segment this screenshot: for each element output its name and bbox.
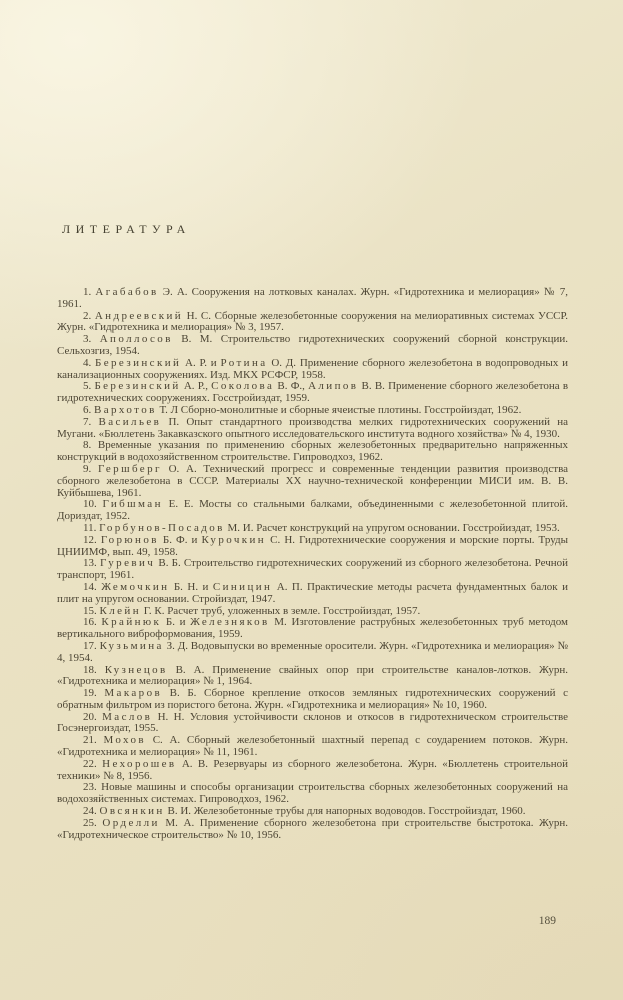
section-heading: ЛИТЕРАТУРА — [62, 222, 191, 236]
author-name: Курочкин — [201, 533, 267, 546]
reference-text: В. М. Строительство гидротехнических сооружений сборной конструкции. Сельхозгиз, 1954. — [57, 333, 568, 357]
author-name: Кузнецов — [104, 663, 168, 676]
reference-text: 9. — [83, 462, 98, 475]
reference-text: 25. — [83, 816, 103, 829]
reference-text: Н. С. Сборные железобетонные сооружения на мелиоративных системах УССР. Журн. «Гидротехника и мелиорация» № 3, 1957. — [57, 309, 568, 334]
reference-text: А. Р., — [180, 380, 212, 393]
reference-text: 16. — [83, 616, 102, 629]
reference-text: В. А. Применение свайных опор при строительстве каналов-лотков. Журн. «Гидротехника и мелиорация» № 1, 1964. — [57, 663, 569, 688]
reference-text: 5. — [83, 380, 95, 393]
author-name: Кузьмина — [99, 639, 164, 652]
reference-text: 19. — [83, 687, 105, 700]
reference-entry — [57, 311, 568, 335]
reference-text: 15. — [83, 604, 100, 617]
author-name: Гибшман — [102, 498, 163, 511]
reference-text: 8. Временные указания по применению сборных железобетонных предварительно напряженных конструкций в водохозяйственном строительстве. Гипроводхоз, 1962. — [57, 439, 568, 464]
reference-text: 24. — [83, 805, 100, 818]
author-name: Алипов — [308, 380, 359, 393]
reference-entry — [57, 464, 568, 499]
author-name: Овсянкин — [99, 805, 165, 818]
reference-text: В. И. Железобетонные трубы для напорных водоводов. Госстройиздат, 1960. — [164, 805, 526, 818]
author-name: Горбунов-Посадов — [99, 521, 225, 534]
reference-entry — [57, 759, 568, 783]
reference-text: 21. — [83, 734, 104, 747]
reference-text: Б. и — [161, 616, 191, 629]
author-name: Маслов — [102, 710, 153, 723]
reference-entry — [57, 665, 568, 689]
reference-entry — [57, 818, 568, 842]
reference-text: 23. Новые машины и способы организации строительства сборных железобетонных сооружений на водохозяйственных системах. Гипроводхоз, 1962. — [57, 781, 568, 806]
author-name: Ротина — [220, 356, 268, 369]
author-name: Васильев — [98, 415, 162, 428]
references-list — [57, 287, 568, 841]
author-name: Мохов — [103, 734, 146, 747]
reference-entry — [57, 499, 568, 523]
page-number: 189 — [538, 915, 556, 927]
reference-entry — [57, 641, 568, 665]
reference-text: А. П. Практические методы расчета фундаментных балок и плит на упругом основании. Стройиздат, 1947. — [57, 580, 568, 605]
reference-text: Т. Л Сборно-монолитные и сборные ячеистые плотины. Госстройиздат, 1962. — [156, 403, 522, 416]
reference-text: О. Д. Применение сборного железобетона в водопроводных и канализационных сооружениях. Изд. МКХ РСФСР, 1958. — [57, 356, 568, 381]
reference-text: 4. — [83, 356, 96, 369]
author-name: Синицин — [212, 580, 273, 593]
reference-entry — [57, 287, 568, 311]
reference-text: 13. — [83, 557, 100, 570]
reference-text: 18. — [83, 663, 105, 676]
reference-text: В. В. Применение сборного железобетона в гидротехнических сооружениях. Госстройиздат, 1959. — [57, 380, 569, 405]
reference-text: О. А. Технический прогресс и современные тенденции развития производства сборного железобетона в СССР. Материалы XX научно-технической конференции МИСИ им. В. В. Куйбышева, 1961. — [57, 462, 569, 499]
reference-text: 17. — [83, 639, 100, 652]
reference-text: Б. Н. и — [169, 580, 213, 593]
author-name: Соколова — [211, 380, 275, 393]
author-name: Клейн — [99, 604, 141, 617]
reference-text: З. Д. Водовыпуски во временные оросители. Журн. «Гидротехника и мелиорация» № 4, 1954. — [57, 639, 569, 664]
reference-text: С. Н. Гидротехнические сооружения и морские порты. Труды ЦНИИМФ, вып. 49, 1958. — [57, 533, 568, 558]
author-name: Железняков — [190, 616, 270, 629]
reference-text: 7. — [83, 415, 99, 428]
author-name: Гуревич — [99, 557, 156, 570]
reference-text: 12. — [83, 533, 101, 546]
reference-entry — [57, 582, 568, 606]
author-name: Макаров — [104, 687, 163, 700]
author-name: Агабабов — [95, 286, 159, 298]
reference-entry — [57, 712, 568, 736]
reference-entry — [57, 417, 568, 441]
author-name: Крайнюк — [101, 616, 162, 629]
reference-text: А. Р. и — [181, 356, 221, 369]
reference-entry — [57, 334, 568, 358]
author-name: Жемочкин — [101, 580, 170, 593]
reference-text: Б. Ф. и — [158, 533, 202, 546]
reference-entry — [57, 688, 568, 712]
reference-entry — [57, 735, 568, 759]
author-name: Вархотов — [94, 403, 157, 416]
reference-entry — [57, 782, 568, 806]
author-name: Гершберг — [97, 462, 162, 475]
author-name: Березинский — [94, 380, 181, 393]
author-name: Орделли — [102, 816, 160, 829]
reference-text: 2. — [83, 309, 95, 322]
reference-entry — [57, 617, 568, 641]
reference-text: В. Ф., — [274, 380, 309, 393]
reference-entry — [57, 558, 568, 582]
reference-text: Э. А. Сооружения на лотковых каналах. Журн. «Гидротехника и мелиорация» № 7, 1961. — [57, 286, 568, 310]
reference-text: 3. — [83, 333, 100, 346]
reference-text: М. А. Применение сборного железобетона при строительстве быстротока. Журн. «Гидротехническое строительство» № 10, 1956. — [57, 816, 568, 841]
reference-text: С. А. Сборный железобетонный шахтный перепад с соударением потоков. Журн. «Гидротехника и мелиорация» № 11, 1961. — [57, 734, 569, 759]
reference-entry — [57, 535, 568, 559]
author-name: Аполлосов — [99, 333, 173, 346]
reference-text: 10. — [83, 498, 103, 511]
author-name: Нехорошев — [102, 757, 177, 770]
reference-text: 22. — [83, 757, 103, 770]
author-name: Андреевский — [94, 309, 184, 322]
reference-entry — [57, 381, 568, 405]
reference-entry — [57, 440, 568, 464]
reference-text: В. Б. Сборное крепление откосов земляных гидротехнических сооружений с обратным фильтром из пористого бетона. Журн. «Гидротехника и мелиорация» № 10, 1960. — [57, 687, 568, 711]
reference-text: 14. — [83, 580, 102, 593]
reference-text: А. В. Резервуары из сборного железобетона. Журн. «Бюллетень строительной техники» № 8, 1956. — [57, 757, 568, 782]
author-name: Березинский — [95, 356, 182, 369]
reference-text: М. И. Расчет конструкций на упругом основании. Госстройиздат, 1953. — [224, 521, 560, 534]
reference-text: М. Изготовление раструбных железобетонных труб методом вертикального виброформования, 1959. — [57, 616, 569, 641]
reference-text: 6. — [83, 403, 94, 416]
reference-text: Н. Н. Условия устойчивости склонов и откосов в гидротехническом строительстве Госэнергоиздат, 1955. — [57, 710, 569, 735]
reference-text: 1. — [83, 286, 96, 298]
author-name: Горюнов — [100, 533, 159, 546]
reference-text: В. Б. Строительство гидротехнических сооружений из сборного железобетона. Речной транспорт, 1961. — [57, 557, 569, 582]
reference-text: Е. Е. Мосты со стальными балками, объединенными с железобетонной плитой. Дориздат, 1952. — [57, 498, 569, 523]
reference-text: 20. — [83, 710, 103, 723]
reference-text: П. Опыт стандартного производства мелких гидротехнических сооружений на Мугани. «Бюллетень Закавказского опытного исследовательского института водного хозяйства» № 4, 1930. — [57, 415, 568, 440]
reference-text: Г. К. Расчет труб, уложенных в земле. Госстройиздат, 1957. — [140, 604, 421, 617]
reference-text: 11. — [83, 521, 100, 534]
reference-entry — [57, 358, 568, 382]
